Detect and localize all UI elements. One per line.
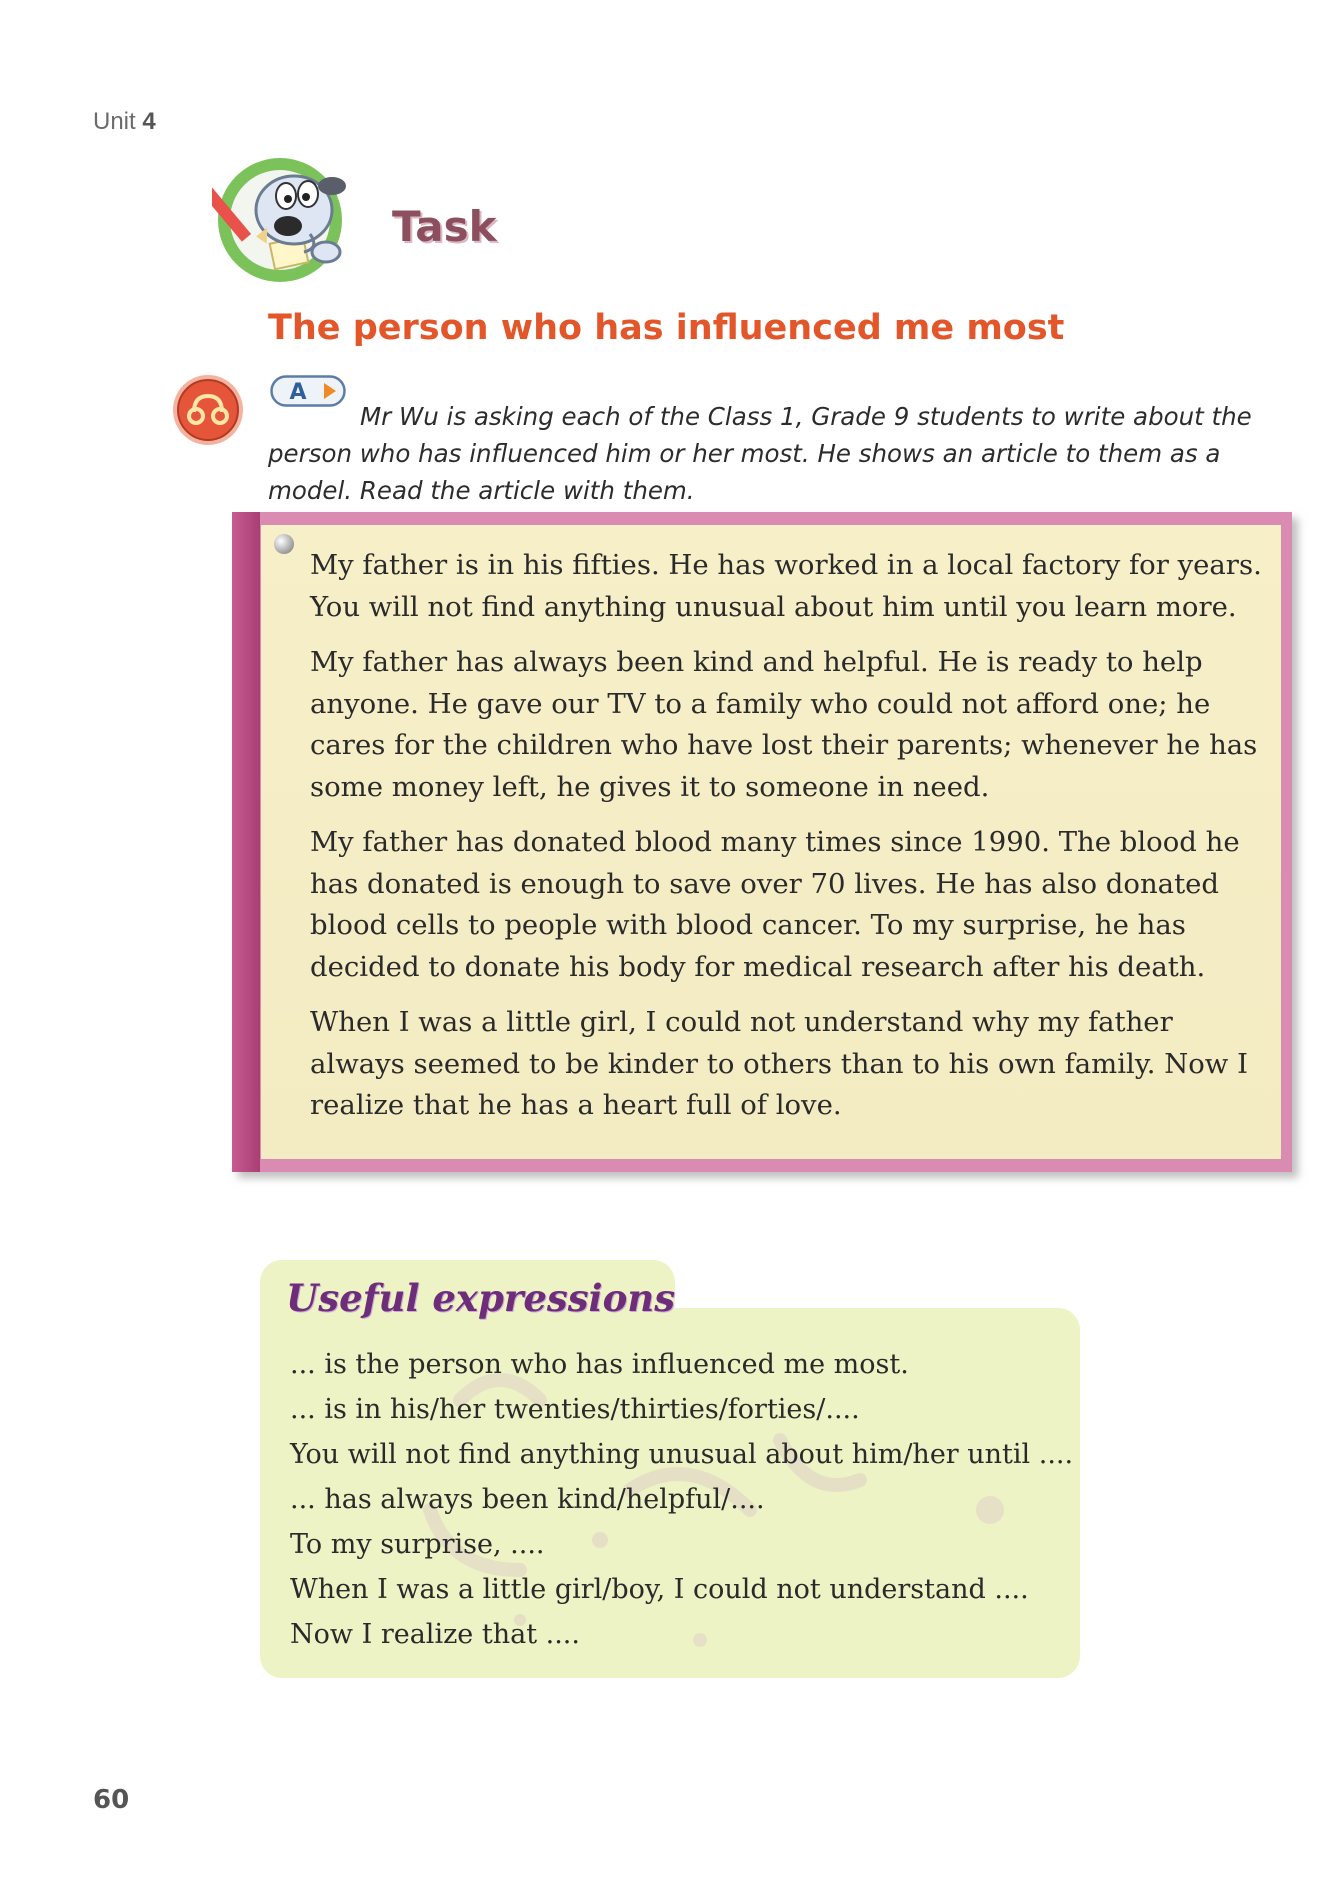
expression-item: To my surprise, .... — [290, 1529, 545, 1560]
article-paragraph: My father has donated blood many times since 1990. The blood he has donated is enough to save over 70 lives. He has also donated blood cells to people with blood cancer. To my surprise, he has decided to donate his body for medical research after his death. — [310, 826, 1240, 983]
unit-label-text: Unit — [93, 108, 136, 135]
task-label: Task — [392, 202, 497, 251]
cd-audio-icon[interactable] — [170, 372, 246, 448]
unit-label — [93, 108, 156, 136]
useful-expressions-title: Useful expressions — [286, 1276, 676, 1320]
useful-expressions-list — [290, 1342, 1073, 1657]
expression-item: ... is the person who has influenced me most. — [290, 1349, 909, 1380]
article-paragraph: My father has always been kind and helpful. He is ready to help anyone. He gave our TV to a family who could not afford one; he cares for the children who have lost their parents; whenever he has some money left, he gives it to someone in need. — [310, 646, 1258, 803]
article-paragraph: When I was a little girl, I could not understand why my father always seemed to be kinder to others than to his own family. Now I realize that he has a heart full of love. — [310, 1006, 1248, 1121]
expression-item: You will not find anything unusual about him/her until .... — [290, 1439, 1074, 1470]
expression-item: Now I realize that .... — [290, 1619, 580, 1650]
page-number: 60 — [93, 1785, 130, 1815]
expression-item: ... has always been kind/helpful/.... — [290, 1484, 765, 1515]
article-paragraph: My father is in his fifties. He has worked in a local factory for years. You will not find anything unusual about him until you learn more. — [310, 549, 1262, 623]
article-spine — [232, 512, 260, 1172]
pushpin-icon — [274, 534, 294, 554]
article-body — [310, 545, 1270, 1141]
track-badge-letter: A — [289, 380, 307, 405]
cartoon-dog-with-pencil-icon — [212, 148, 362, 286]
unit-number: 4 — [142, 108, 156, 135]
expression-item: ... is in his/her twenties/thirties/forties/.... — [290, 1394, 860, 1425]
expression-item: When I was a little girl/boy, I could not understand .... — [290, 1574, 1029, 1605]
section-title: The person who has influenced me most — [268, 308, 1065, 348]
instructions-text: Mr Wu is asking each of the Class 1, Grade 9 students to write about the person who has influenced him or her most. He shows an article to them as a model. Read the article with them. — [268, 401, 1252, 505]
